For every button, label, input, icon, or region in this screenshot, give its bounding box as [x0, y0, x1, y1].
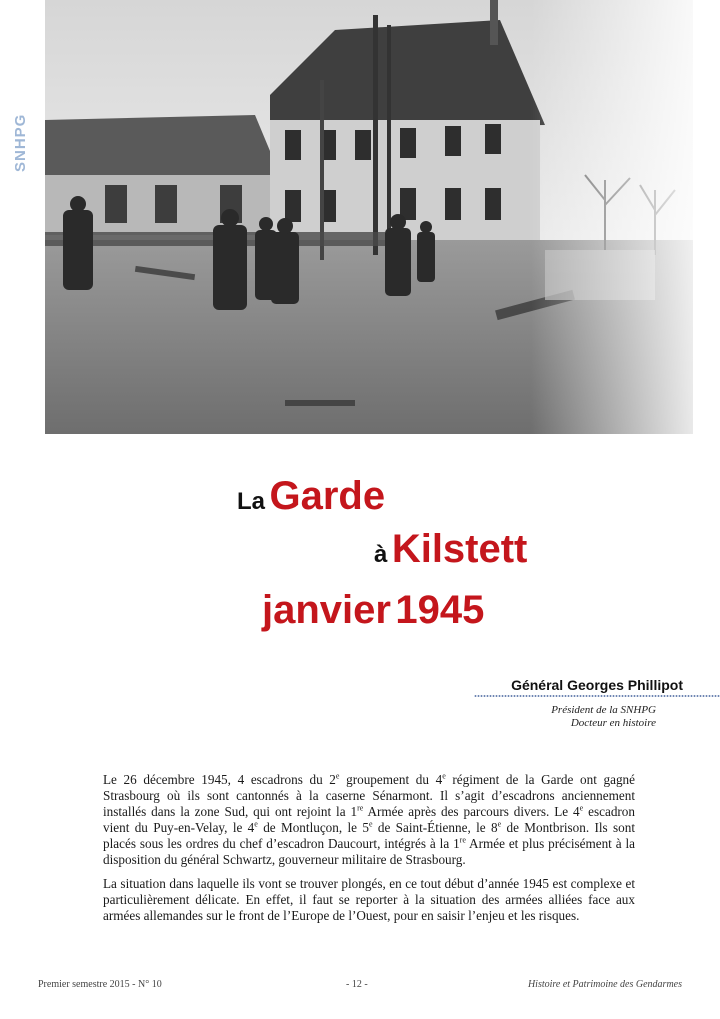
p1-text: de Montluçon, le 5: [257, 820, 369, 835]
title-line-2: [374, 527, 527, 572]
p1-text: Armée après des parcours divers. Le 4: [363, 804, 580, 819]
author-roles: [551, 704, 656, 730]
author-name: Général Georges Phillipot: [511, 677, 683, 693]
p1-sup: e: [368, 819, 373, 829]
p1-sup: e: [442, 771, 446, 781]
p1-text: escadron vient du Puy-en-Velay, le 4: [103, 804, 635, 835]
footer-left: Premier semestre 2015 - N° 10: [38, 979, 162, 990]
author-role-1: Président de la SNHPG: [551, 704, 656, 716]
p1-text: Le 26 décembre 1945, 4 escadrons du 2: [103, 772, 336, 787]
title-kilstett: Kilstett: [391, 527, 528, 571]
header-photo: [45, 0, 693, 434]
p1-sup: re: [357, 803, 364, 813]
p1-sup: re: [459, 835, 466, 845]
paragraph-2: La situation dans laquelle ils vont se trouver plongés, en ce tout début d’année 1945 est complexe et particulièrement délicate. En effet, il faut se reporter à la situation des armées alliées face aux armées allemandes sur le front de l’Europe de l’Ouest, pour en saisir l’enjeu et les risques.: [103, 876, 635, 923]
p1-text: groupement du 4: [339, 772, 443, 787]
p1-sup: e: [254, 819, 258, 829]
dotted-rule: [474, 694, 720, 698]
footer-right: Histoire et Patrimoine des Gendarmes: [527, 979, 682, 990]
p1-text: de Montbrison. Ils sont placés sous les ordres du chef d’escadron Daucourt, intégrés à la 1: [103, 820, 635, 851]
title-year: 1945: [395, 588, 485, 632]
side-label-text: SNHPG: [12, 113, 29, 172]
author-role-2: Docteur en histoire: [570, 717, 656, 729]
p1-sup: e: [335, 771, 340, 781]
p1-sup: e: [497, 819, 502, 829]
paragraph-1: [103, 772, 635, 868]
p1-text: régiment de la Garde ont gagné Strasbourg où ils sont cantonnés à la caserne Sénarmont. Il s’agit d’escadrons anciennement installés dans la zone Sud, qui ont rejoint la 1: [103, 772, 636, 819]
p1-sup: e: [579, 803, 584, 813]
p1-text: Armée et plus précisément à la disposition du général Schwartz, gouverneur militaire de Strasbourg.: [103, 836, 635, 867]
title-a: à: [374, 541, 388, 568]
title-line-1: [237, 474, 385, 519]
title-line-3: [262, 588, 484, 633]
title-janvier: janvier: [262, 588, 391, 632]
p1-text: de Saint-Étienne, le 8: [372, 820, 498, 835]
footer-page-number: - 12 -: [346, 979, 368, 990]
title-garde: Garde: [269, 474, 386, 518]
title-la: La: [237, 488, 266, 515]
